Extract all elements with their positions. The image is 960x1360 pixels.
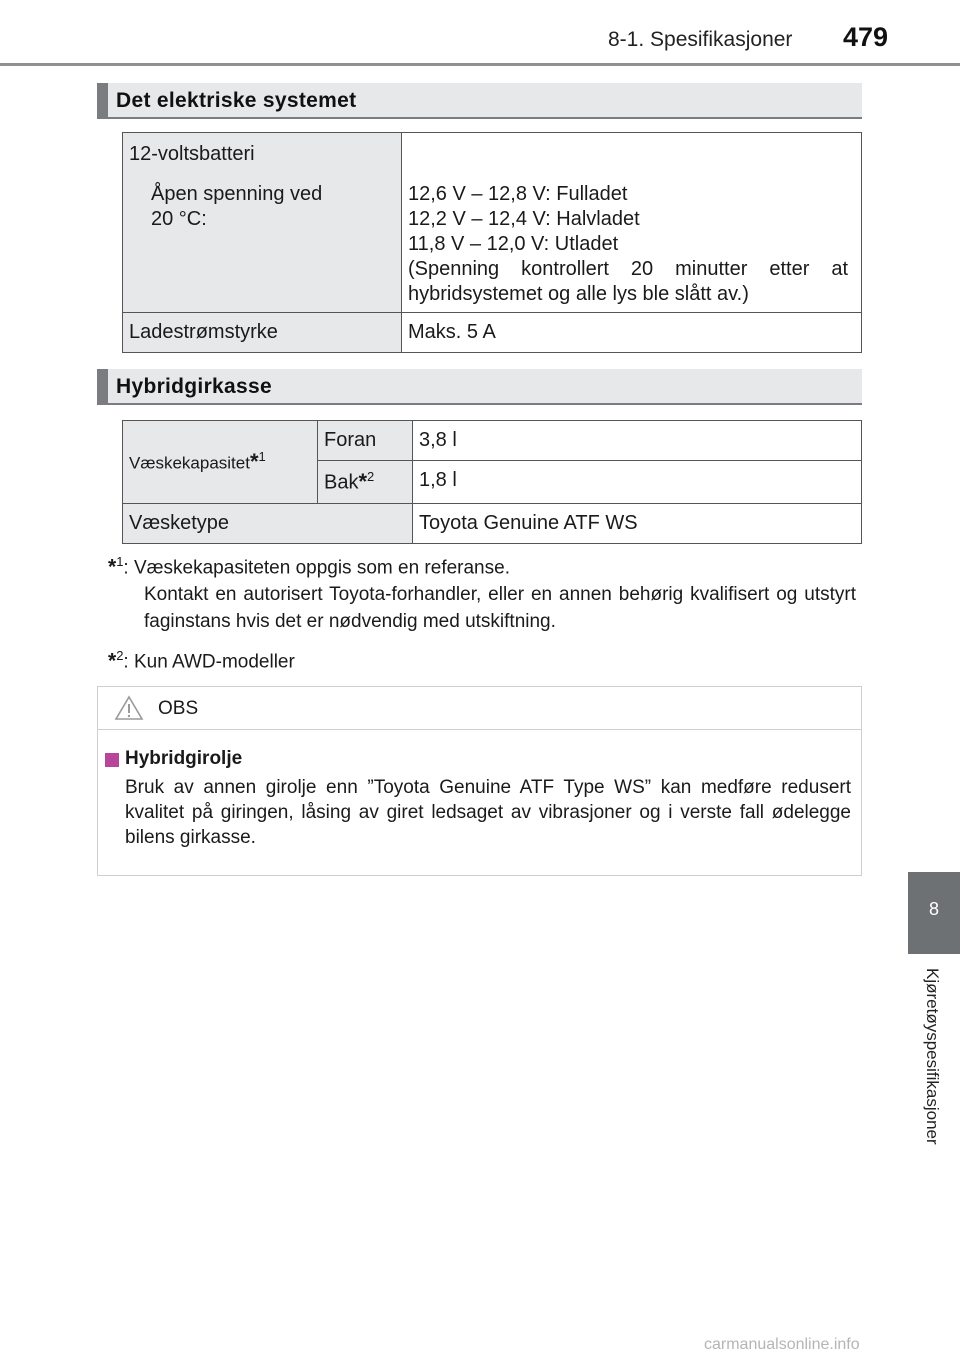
chapter-label: Kjøretøyspesifikasjoner xyxy=(923,968,942,1145)
fluid-type-row xyxy=(123,504,862,544)
voltage-note: (Spenning kontrollert 20 minutter etter at hybridsystemet og alle lys ble slått av.) xyxy=(408,258,848,305)
capacity-label-cell xyxy=(123,421,318,504)
capacity-label: Væskekapasitet xyxy=(129,453,250,473)
electrical-table xyxy=(122,132,862,353)
rear-label-cell xyxy=(318,461,413,504)
voltage-value-half: 12,2 V – 12,4 V: Halvladet xyxy=(408,208,640,230)
watermark: carmanualsonline.info xyxy=(704,1336,860,1353)
capacity-footnote-number: 1 xyxy=(258,449,266,464)
electrical-section-header xyxy=(97,83,862,119)
gearbox-table xyxy=(122,420,862,544)
bullet-square-icon xyxy=(105,753,119,767)
current-value: Maks. 5 A xyxy=(402,313,862,353)
rear-label: Bak xyxy=(324,471,359,494)
voltage-value-cell xyxy=(402,133,862,313)
footnote-1 xyxy=(108,548,856,635)
notice-text: Bruk av annen girolje enn ”Toyota Genuine ATF Type WS” kan medføre redusert kvalitet på giringen, låsing av giret ledsaget av vibrasjoner og i verste fall ødelegge bilens girkasse. xyxy=(125,777,851,848)
rear-value: 1,8 l xyxy=(413,461,862,504)
fluid-type-label: Væsketype xyxy=(123,504,413,544)
footnote-2-text: : Kun AWD-modeller xyxy=(123,651,295,673)
front-value: 3,8 l xyxy=(413,421,862,461)
battery-label: 12-voltsbatteri xyxy=(129,143,255,165)
voltage-values xyxy=(408,182,848,307)
section-heading: 8-1. Spesifikasjoner xyxy=(608,28,793,51)
voltage-value-full: 12,6 V – 12,8 V: Fulladet xyxy=(408,183,628,205)
footnote-2-mark: * xyxy=(108,649,117,673)
chapter-number: 8 xyxy=(928,899,939,919)
gearbox-section-title: Hybridgirkasse xyxy=(116,375,272,398)
chapter-tab xyxy=(908,872,960,954)
current-label: Ladestrømstyrke xyxy=(123,313,402,353)
footnote-1-mark: * xyxy=(108,555,117,579)
footnote-1-number: 1 xyxy=(116,554,124,569)
warning-triangle-icon xyxy=(114,695,144,721)
battery-row xyxy=(123,133,862,313)
rear-footnote-number: 2 xyxy=(367,469,375,484)
voltage-value-empty: 11,8 V – 12,0 V: Utladet xyxy=(408,233,619,255)
rear-footnote-mark: * xyxy=(358,469,368,494)
notice-box xyxy=(97,686,862,876)
header-divider xyxy=(0,63,960,66)
gearbox-section-header xyxy=(97,369,862,405)
fluid-type-value: Toyota Genuine ATF WS xyxy=(413,504,862,544)
footnote-1-line-1: : Væskekapasiteten oppgis som en referanse. xyxy=(123,557,510,579)
electrical-section-title: Det elektriske systemet xyxy=(116,89,357,112)
voltage-label xyxy=(151,182,322,232)
capacity-footnote-mark: * xyxy=(249,449,259,474)
footnote-2 xyxy=(108,642,295,675)
front-label: Foran xyxy=(318,421,413,461)
voltage-label-line-1: Åpen spenning ved xyxy=(151,183,323,205)
page-number: 479 xyxy=(843,22,889,52)
voltage-label-line-2: 20 °C: xyxy=(151,208,207,230)
notice-label: OBS xyxy=(158,698,199,719)
notice-subtitle: Hybridgirolje xyxy=(125,748,243,769)
current-row xyxy=(123,313,862,353)
notice-header xyxy=(98,687,861,730)
battery-label-cell xyxy=(123,133,402,313)
footnote-2-number: 2 xyxy=(116,648,124,663)
capacity-front-row xyxy=(123,421,862,461)
footnote-1-line-2: Kontakt en autorisert Toyota-forhandler, eller en annen behørig kvalifisert og utstyrt faginstans hvis det er nødvendig med utskiftning. xyxy=(144,584,856,633)
